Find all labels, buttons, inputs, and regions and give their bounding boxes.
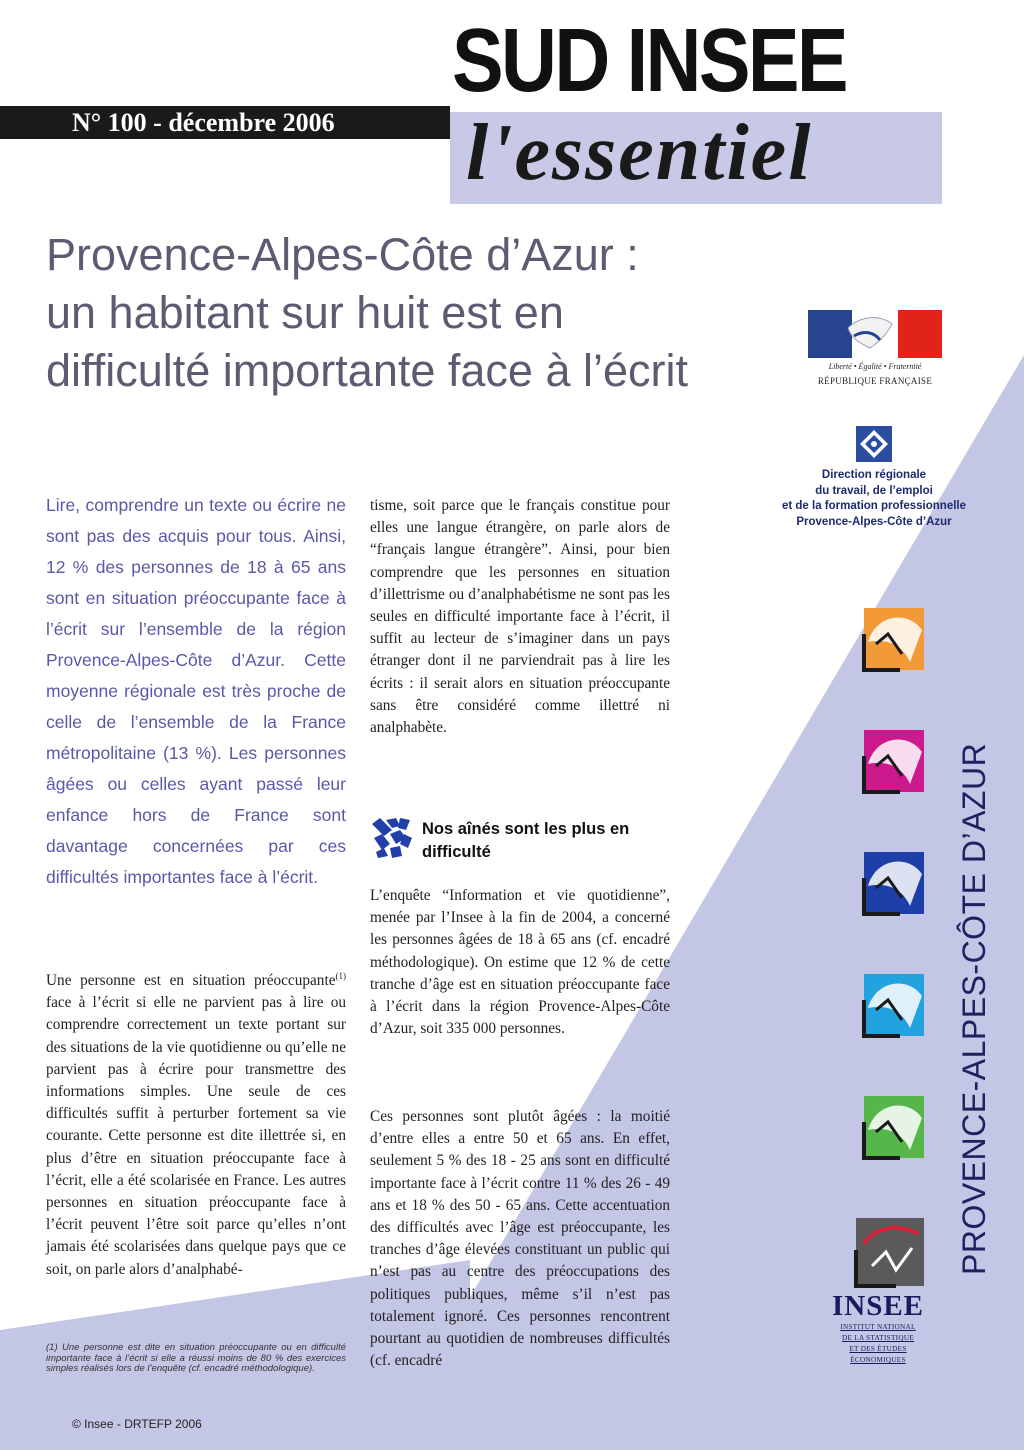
drtefp-line-2: du travail, de l’emploi [815, 484, 933, 497]
intro-paragraph: Lire, comprendre un texte ou écrire ne sont pas des acquis pour tous. Ainsi, 12 % des personnes de 18 à 65 ans sont en situation préoccupante face à l’écrit sur l’ensemble de la région Provence-Alpes-Côte d’Azur. Cette moyenne régionale est très proche de celle de l’ensemble de la France métropolitaine (13 %). Les personnes âgées ou celles ayant passé leur enfance hors de France sont davantage concernées par ces difficultés importantes face à l’écrit. [46, 495, 346, 887]
copyright: © Insee - DRTEFP 2006 [72, 1417, 202, 1431]
insee-sub-2: DE LA STATISTIQUE [842, 1334, 914, 1342]
region-vertical-label: PROVENCE-ALPES-CÔTE D’AZUR [956, 742, 992, 1275]
region-icon-orange [860, 604, 928, 674]
drtefp-line-3: et de la formation professionnelle [781, 500, 967, 512]
body-text-rest: face à l’écrit si elle ne parvient pas à lire ou comprendre correctement un texte portant sur des situations de la vie quotidienne ou qu’elle ne parvient pas à écrire pour transmettre des informations simples. Une seule de ces difficultés suffit à perturber fortement sa vie courante. Cette personne est dite illettrée si, en plus d’être en situation préoccupante face à l’écrit, elle a été scolarisée en France. Les autres personnes en situation préoccupante face à l’écrit peuvent l’être soit parce qu’elles n’ont jamais été scolarisées dans quelque pays que ce soit, on parle alors d’analphabé- [46, 994, 346, 1278]
body-paragraph-3: Ces personnes sont plutôt âgées : la moitié d’entre elles a entre 50 et 65 ans. En effet, seulement 5 % des 18 - 25 ans sont en difficulté importante face à l’écrit contre 11 % des 26 - 49 ans et 18 % des 50 - 65 ans. Cette accentuation des difficultés avec l’âge est préoccupante, les tranches d’âge élevées constituant un public qui n’est pas au centre des préoccupations des politiques publiques, même s’il n’est pas totalement ignoré. Ces personnes rencontrent pourtant au quotidien de nombreuses difficultés (cf. encadré [370, 1108, 670, 1370]
section-heading: Nos aînés sont les plus en difficulté [422, 820, 630, 861]
insee-sub-3: ET DES ÉTUDES [849, 1345, 907, 1353]
drtefp-logo-icon [856, 426, 892, 462]
brand-title: SUD INSEE [452, 11, 846, 111]
body-text-start: Une personne est en situation préoccupante [46, 972, 336, 989]
region-icon-cyan [860, 970, 928, 1040]
issue-label: N° 100 - décembre 2006 [72, 108, 335, 137]
title-line-2: un habitant sur huit est en [46, 287, 564, 338]
rf-motto: Liberté • Égalité • Fraternité [828, 362, 922, 371]
insee-subtext [826, 1322, 930, 1366]
drtefp-line-4: Provence-Alpes-Côte d’Azur [796, 515, 952, 528]
drtefp-name [762, 468, 986, 530]
marianne-logo-icon [808, 310, 942, 358]
title-line-1: Provence-Alpes-Côte d’Azur : [46, 229, 639, 280]
title-line-3: difficulté importante face à l’écrit [46, 345, 688, 396]
body-paragraph-2: L’enquête “Information et vie quotidienne”, menée par l’Insee à la fin de 2004, a concerné les personnes âgées de 18 à 65 ans (cf. encadré méthodologique). On estime que 12 % de cette tranche d’âge est en situation préoccupante face à l’écrit dans la région Provence-Alpes-Côte d’Azur, soit 335 000 personnes. [370, 887, 670, 1038]
footnote-marker: (1) [335, 970, 346, 981]
region-icon-blue [860, 848, 928, 918]
body-paragraph-1 [46, 970, 346, 1281]
drtefp-line-1: Direction régionale [821, 469, 927, 481]
insee-logo-icon [852, 1214, 928, 1290]
insee-sub-1: INSTITUT NATIONAL [840, 1323, 916, 1331]
region-icon-green [860, 1092, 928, 1162]
rf-name: RÉPUBLIQUE FRANÇAISE [817, 376, 933, 386]
page-title [46, 226, 786, 400]
region-icon-magenta [860, 726, 928, 796]
insee-wordmark: INSEE [831, 1290, 925, 1322]
section-marker-icon [370, 816, 412, 858]
insee-sub-4: ÉCONOMIQUES [850, 1356, 906, 1364]
column2-continuation: tisme, soit parce que le français constitue pour elles une langue étrangère, on parle alors de “français langue étrangère”. Ainsi, pour bien comprendre que les personnes en situation d’illettrisme ou d’analphabétisme ne sont pas les seules en difficulté importante face à l’écrit, il suffit au lecteur de s’imaginer dans un pays étranger dont il ne parviendrait pas à lire les écrits : il serait alors en situation préoccupante sans être considéré comme illettré ni analphabète. [370, 497, 670, 737]
brand-subtitle: l'essentiel [466, 109, 813, 197]
footnote: (1) Une personne est dite en situation préoccupante ou en difficulté importante face à l’écrit si elle a réussi moins de 80 % des exercices simples réalisés lors de l’enquête (cf. encadré méthodologique). [46, 1342, 346, 1375]
